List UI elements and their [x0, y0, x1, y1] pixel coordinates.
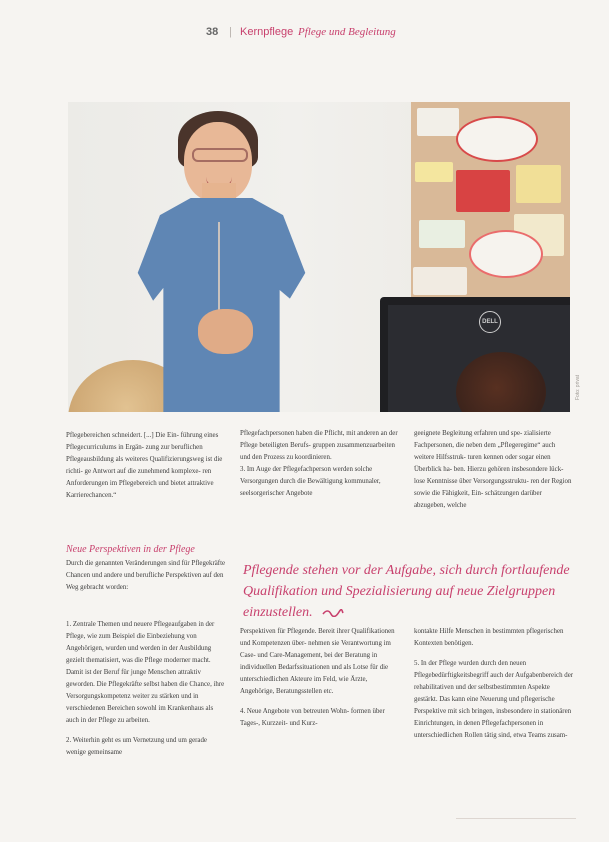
- article-photo: [68, 102, 570, 412]
- paragraph: 4. Neue Angebote von betreuten Wohn- formen über Tages-, Kurzzeit- und Kurz-: [240, 708, 385, 727]
- squiggle-icon: [322, 609, 344, 617]
- page-header: [0, 26, 609, 42]
- dell-logo: DELL: [479, 311, 501, 333]
- pinboard-note: [456, 170, 510, 212]
- text-column-1: [66, 430, 224, 502]
- pinboard-note: [415, 162, 453, 182]
- paragraph: kontakte Hilfe Menschen in bestimmten pflegerischen Kontexten benötigen.: [414, 628, 564, 647]
- page-number: 38: [206, 26, 219, 38]
- lanyard: [218, 222, 220, 312]
- bottom-column-1: [66, 619, 226, 767]
- subheading: Neue Perspektiven in der Pflege: [66, 544, 195, 555]
- section-title: Kernpflege: [240, 26, 294, 38]
- pull-quote-text: Pflegende stehen vor der Aufgabe, sich durch fortlaufende Qualifikation und Spezialisierung auf neue Zielgruppen einzustellen.: [243, 563, 570, 620]
- bottom-column-2: [240, 626, 400, 738]
- header-separator: |: [229, 26, 232, 38]
- paragraph: Pflegebereichen schneidert. [...] Die Ein- führung eines Pflegecurriculums in Ergän- zung zur beruflichen Pflegeausbildung als weiteres Qualifizierungsweg ist die richti- ge Antwort auf die zunehmend komplexe- ren Anforderungen im Pflegebereich und bietet attraktive Karrierechancen.“: [66, 432, 223, 499]
- section-subtitle: Pflege und Begleitung: [298, 26, 396, 38]
- pinboard-note: [516, 165, 561, 203]
- person-hands: [198, 309, 253, 354]
- paragraph: 2. Weiterhin geht es um Vernetzung und um gerade wenige gemeinsame: [66, 737, 207, 756]
- bottom-column-3: [414, 626, 574, 750]
- cloud-note: [456, 116, 538, 162]
- paragraph: 5. In der Pflege wurden durch den neuen Pflegebedürftigkeitsbegriff auch der Aufgabenbereich der rehabilitativen und der selbstbestimmten Aspekte gestärkt. Das kann eine Neuerung und pflegerische Perspektive mit sich bringen, insbesondere in stationären Einrichtungen, in denen Pflegefachpersonen in unterschiedlichen Rollen tätig sind, etwa Teams zusam-: [414, 660, 574, 739]
- footer-rule: [456, 818, 576, 819]
- pull-quote: [243, 560, 573, 623]
- pinboard-note: [417, 108, 459, 136]
- photo-credit: Foto: privat: [575, 374, 581, 400]
- cloud-note: [469, 230, 543, 278]
- pinboard-note: [413, 267, 467, 295]
- paragraph: Pflegefachpersonen haben die Pflicht, mit anderen an der Pflege beteiligten Berufs- gruppen zusammenzuarbeiten und den Prozess zu koordinieren. 3. Im Auge der Pflegefachperson werden solche Versorgungen durch die Bewältigung kommunaler, seelsorgerischer Angebote: [240, 430, 398, 497]
- text-column-2: [240, 428, 398, 500]
- paragraph: Perspektiven für Pflegende. Bereit ihrer Qualifikationen und Kompetenzen über- nehmen sie Verantwortung im Case- und Care-Management, bei der Beratung in individuellen Bedarfssituationen und als Lotse für die unterschiedlichen Akteure im Feld, wie Ärzte, Angehörige, Beratungsstellen etc.: [240, 628, 395, 695]
- pinboard: [411, 102, 570, 298]
- pinboard-note: [419, 220, 465, 248]
- paragraph: 1. Zentrale Themen und neuere Pflegeaufgaben in der Pflege, wie zum Beispiel die Einbeziehung von Angehörigen, wurden und werden in der Ausbildung gezielt thematisiert, was die Pflege moderner macht. Damit ist der Beruf für junge Menschen attraktiv geworden. Die Pflegekräfte selbst haben die Chance, ihre Versorgungskompetenz weiter zu stärken und in verschiedenen Bereichen sowohl im Krankenhaus als auch in der Pflege zu arbeiten.: [66, 621, 225, 724]
- text-column-3: [414, 428, 572, 512]
- subheading-intro: Durch die genannten Veränderungen sind für Pflegekräfte Chancen und andere und berufliche Perspektiven auf den Weg gebracht worden:: [66, 560, 226, 591]
- paragraph: geeignete Begleitung erfahren und spe- zialisierte Fachpersonen, die neben dem „Pflegeregime“ auch weitere Hilfsstruk- turen kennen oder sogar einen Überblick ha- ben. Hierzu gehören insbesondere lück- lose Kenntnisse über Versorgungsstruktu- ren der Region sowie die Fähigkeit, Ein- schätzungen darüber abzugeben, welche: [414, 430, 572, 509]
- glasses: [192, 148, 248, 162]
